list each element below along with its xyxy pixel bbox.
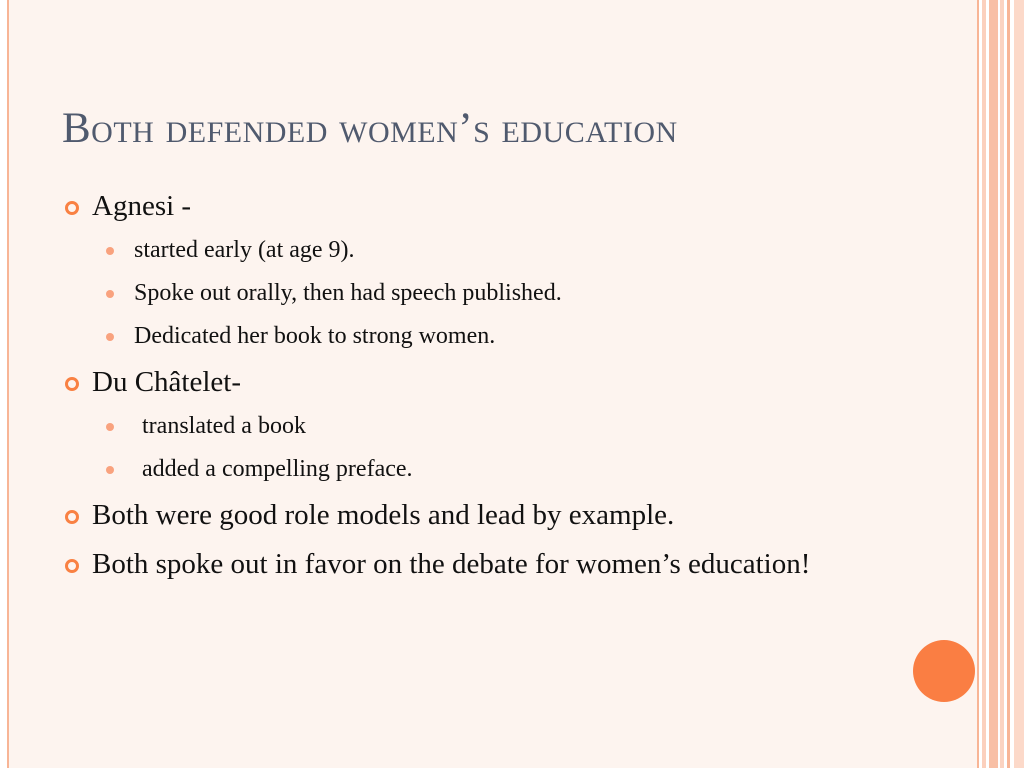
dot-bullet-icon [106, 290, 114, 298]
slide-content [62, 188, 902, 595]
sub-list-du-chatelet [62, 411, 902, 484]
sub-bullet-text: started early (at age 9). [134, 237, 355, 263]
dot-bullet-icon [106, 466, 114, 474]
bullet-role-models [62, 497, 902, 534]
ring-bullet-icon [65, 559, 79, 573]
sub-bullet [62, 454, 902, 484]
bullet-text: Both spoke out in favor on the debate for women’s education! [92, 548, 811, 580]
sub-list-agnesi [62, 235, 902, 351]
sub-bullet [62, 411, 902, 441]
bullet-agnesi [62, 188, 902, 225]
ring-bullet-icon [65, 510, 79, 524]
bullet-text: Du Châtelet- [92, 366, 241, 398]
sub-bullet [62, 235, 902, 265]
decorative-stripe [1014, 0, 1024, 768]
dot-bullet-icon [106, 423, 114, 431]
sub-bullet [62, 278, 902, 308]
ring-bullet-icon [65, 201, 79, 215]
slide-title: Both defended women’s education [62, 105, 678, 152]
decorative-stripe [1007, 0, 1010, 768]
bullet-du-chatelet [62, 364, 902, 401]
decorative-stripe [989, 0, 998, 768]
dot-bullet-icon [106, 247, 114, 255]
bullet-text: Both were good role models and lead by example. [92, 499, 675, 531]
bullet-spoke-out [62, 546, 902, 583]
sub-bullet-text: Dedicated her book to strong women. [134, 323, 496, 349]
bullet-text: Agnesi - [92, 190, 192, 222]
decorative-stripe [1000, 0, 1004, 768]
sub-bullet-text: added a compelling preface. [142, 456, 413, 482]
accent-circle [913, 640, 975, 702]
sub-bullet-text: translated a book [142, 413, 306, 439]
ring-bullet-icon [65, 377, 79, 391]
dot-bullet-icon [106, 333, 114, 341]
sub-bullet-text: Spoke out orally, then had speech published. [134, 280, 562, 306]
sub-bullet [62, 321, 902, 351]
decorative-stripe [982, 0, 986, 768]
